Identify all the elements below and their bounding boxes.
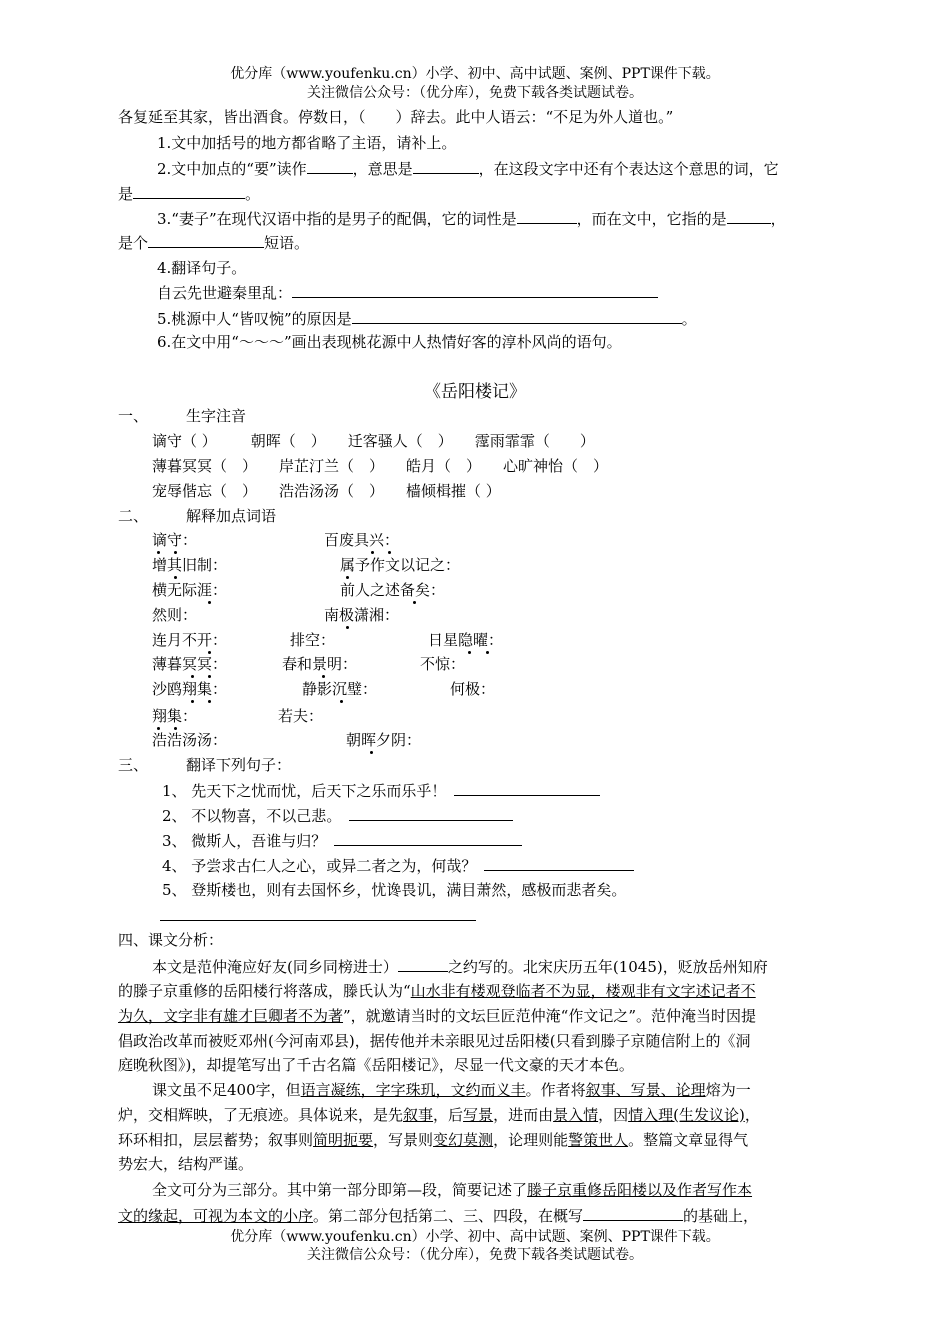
word-item: 连月不开： bbox=[152, 631, 228, 649]
emphasis-dot bbox=[208, 700, 211, 703]
analysis-p3-line1: 全文可分为三部分。其中第一部分即第—段，简要记述了滕子京重修岳阳楼以及作者写作本 bbox=[152, 1181, 753, 1199]
word-item: 薄暮冥冥： bbox=[152, 655, 228, 673]
translate-item-4: 4、 予尝求古仁人之心，或异二者之为，何哉？ bbox=[162, 855, 634, 876]
question-1: 1.文中加括号的地方都省略了主语，请补上。 bbox=[157, 134, 457, 152]
question-3-cont: 是个 短语。 bbox=[118, 234, 310, 252]
answer-blank bbox=[517, 208, 577, 224]
analysis-p1-line5: 庭晚秋图》)，却提笔写出了千古名篇《岳阳楼记》，尽显一代文豪的天才本色。 bbox=[118, 1056, 634, 1074]
translate-item-3: 3、 微斯人，吾谁与归？ bbox=[162, 830, 522, 851]
pinyin-row-3: 宠辱偕忘（ ） 浩浩汤汤（ ） 樯倾楫摧（ ） bbox=[152, 482, 501, 500]
word-item: 春和景明： bbox=[282, 655, 358, 673]
word-item: 不惊： bbox=[420, 655, 466, 673]
answer-blank bbox=[352, 308, 682, 324]
emphasis-dot bbox=[486, 651, 489, 654]
section-1-heading: 一、 生字注音 bbox=[118, 407, 247, 425]
word-item: 朝晖夕阴： bbox=[346, 731, 422, 749]
section-2-heading: 二、 解释加点词语 bbox=[118, 507, 277, 525]
emphasis-dot bbox=[174, 551, 177, 554]
word-item: 增其旧制： bbox=[152, 556, 228, 574]
word-item: 谪守： bbox=[152, 531, 198, 549]
question-2: 2.文中加点的“要”读作 ，意思是 ，在这段文字中还有个表达这个意思的词，它 bbox=[157, 160, 779, 178]
word-item: 浩浩汤汤： bbox=[152, 731, 228, 749]
word-item: 然则： bbox=[152, 606, 198, 624]
emphasis-dot bbox=[322, 675, 325, 678]
word-item: 属予作文以记之： bbox=[340, 556, 461, 574]
emphasis-dot bbox=[174, 576, 177, 579]
section-title: 《岳阳楼记》 bbox=[424, 382, 526, 402]
section-3-heading: 三、 翻译下列句子： bbox=[118, 756, 292, 774]
passage-end: 各复延至其家，皆出酒食。停数日，（ ）辞去。此中人语云：“不足为外人道也。” bbox=[118, 108, 674, 126]
emphasis-dot bbox=[208, 651, 211, 654]
translate-item-2: 2、 不以物喜，不以己悲。 bbox=[162, 805, 513, 826]
analysis-p1-line3: 为久，文字非有雄才巨卿者不为著”，就邀请当时的文坛巨匠范仲淹“作文记之”。范仲淹当时因提 bbox=[118, 1007, 757, 1025]
answer-blank bbox=[334, 830, 522, 846]
footer-line-1: 优分库（www.youfenku.cn）小学、初中、高中试题、案例、PPT课件下载。 bbox=[230, 1229, 720, 1245]
emphasis-dot bbox=[340, 700, 343, 703]
word-item: 沙鸥翔集： bbox=[152, 680, 228, 698]
emphasis-dot bbox=[370, 751, 373, 754]
emphasis-dot bbox=[208, 601, 211, 604]
analysis-p1-line1: 本文是范仲淹应好友(同乡同榜进士） 之约写的。北宋庆历五年(1045)，贬放岳州知府 bbox=[152, 958, 768, 976]
answer-blank bbox=[454, 780, 600, 796]
answer-blank bbox=[727, 208, 771, 224]
word-item: 何极： bbox=[450, 680, 496, 698]
emphasis-dot bbox=[388, 551, 391, 554]
emphasis-dot bbox=[208, 675, 211, 678]
emphasis-dot bbox=[191, 675, 194, 678]
answer-blank bbox=[398, 956, 448, 972]
footer-line-2: 关注微信公众号：（优分库），免费下载各类试题试卷。 bbox=[307, 1247, 643, 1263]
question-4: 4.翻译句子。 bbox=[157, 259, 247, 277]
translate-item-5: 5、 登斯楼也，则有去国怀乡，忧谗畏讥，满目萧然，感极而悲者矣。 bbox=[162, 881, 627, 899]
analysis-p2-line2: 炉，交相辉映，了无痕迹。具体说来，是先叙事，后写景，进而由景入情，因情入理(生发议论)， bbox=[118, 1106, 760, 1124]
word-item: 日星隐曜： bbox=[428, 631, 504, 649]
question-2-cont: 是 。 bbox=[118, 185, 261, 203]
answer-blank bbox=[413, 158, 479, 174]
word-item: 南极潇湘： bbox=[324, 606, 400, 624]
pinyin-row-2: 薄暮冥冥（ ） 岸芷汀兰（ ） 皓月（ ） 心旷神怡（ ） bbox=[152, 457, 609, 475]
analysis-p2-line1: 课文虽不足400字，但语言凝练，字字珠玑，文约而义丰。作者将叙事、写景、论理熔为一 bbox=[152, 1081, 751, 1099]
word-item: 前人之述备矣： bbox=[340, 581, 446, 599]
analysis-p1-line4: 倡政治改革而被贬邓州(今河南邓县)，据传他并未亲眼见过岳阳楼(只看到滕子京随信附上的《洞 bbox=[118, 1032, 751, 1050]
question-3: 3.“妻子”在现代汉语中指的是男子的配偶，它的词性是 ，而在文中，它指的是 ， bbox=[157, 210, 786, 228]
emphasis-dot bbox=[371, 551, 374, 554]
answer-blank bbox=[160, 920, 476, 921]
question-4-sentence: 自云先世避秦里乱： bbox=[157, 282, 658, 303]
question-5: 5.桃源中人“皆叹惋”的原因是 。 bbox=[157, 310, 697, 328]
answer-blank bbox=[583, 1205, 683, 1221]
word-item: 百废具兴： bbox=[324, 531, 400, 549]
header-line-1: 优分库（www.youfenku.cn）小学、初中、高中试题、案例、PPT课件下载。 bbox=[230, 66, 720, 82]
header-line-2: 关注微信公众号：（优分库），免费下载各类试题试卷。 bbox=[307, 85, 643, 101]
analysis-p2-line4: 势宏大，结构严谨。 bbox=[118, 1155, 254, 1173]
word-item: 静影沉璧： bbox=[302, 680, 378, 698]
answer-blank bbox=[292, 282, 658, 298]
emphasis-dot bbox=[468, 651, 471, 654]
emphasis-dot bbox=[346, 626, 349, 629]
word-item: 横无际涯： bbox=[152, 581, 228, 599]
answer-blank bbox=[307, 158, 353, 174]
question-6: 6.在文中用“～～～”画出表现桃花源中人热情好客的淳朴风尚的语句。 bbox=[157, 333, 622, 351]
word-item: 翔集： bbox=[152, 707, 198, 725]
emphasis-dot bbox=[191, 700, 194, 703]
analysis-p1-line2: 的滕子京重修的岳阳楼行将落成，滕氏认为“山水非有楼观登临者不为显，楼观非有文字述记者不 bbox=[118, 982, 756, 1000]
analysis-p3-line2: 文的缘起，可视为本文的小序。第二部分包括第二、三、四段，在概写 的基础上， bbox=[118, 1207, 759, 1225]
emphasis-dot bbox=[157, 727, 160, 730]
word-item: 若夫： bbox=[278, 707, 324, 725]
answer-blank bbox=[484, 855, 634, 871]
answer-blank bbox=[349, 805, 513, 821]
emphasis-dot bbox=[413, 601, 416, 604]
pinyin-row-1: 谪守（ ） 朝晖（ ） 迁客骚人（ ） 霪雨霏霏（ ） bbox=[152, 432, 595, 450]
translate-item-1: 1、 先天下之忧而忧，后天下之乐而乐乎！ bbox=[162, 780, 600, 801]
answer-blank bbox=[133, 183, 245, 199]
answer-blank bbox=[148, 232, 264, 248]
emphasis-dot bbox=[174, 727, 177, 730]
emphasis-dot bbox=[346, 576, 349, 579]
section-4-heading: 四、课文分析： bbox=[118, 931, 224, 949]
analysis-p2-line3: 环环相扣，层层蓄势；叙事则简明扼要，写景则变幻莫测，论理则能警策世人。整篇文章显得气 bbox=[118, 1131, 749, 1149]
emphasis-dot bbox=[157, 551, 160, 554]
word-item: 排空： bbox=[290, 631, 336, 649]
